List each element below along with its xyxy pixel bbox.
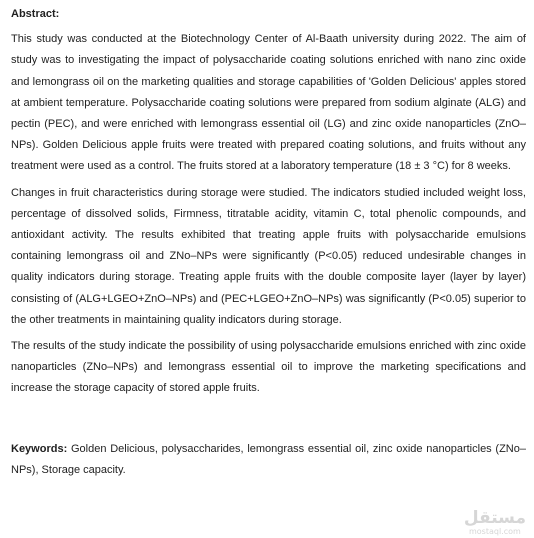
keywords-label: Keywords:	[11, 442, 68, 455]
watermark-latin: mostaql.com	[468, 527, 521, 536]
abstract-document	[11, 4, 526, 486]
watermark-arabic: مستقل	[463, 508, 526, 528]
abstract-paragraph-3: The results of the study indicate the possibility of using polysaccharide emulsions enriched with zinc oxide nanoparticles (ZNo–NPs) and lemongrass essential oil to improve the marketing specifications and increase the storage capacity of stored apple fruits.	[11, 340, 526, 395]
keywords-text: Golden Delicious, polysaccharides, lemongrass essential oil, zinc oxide nanoparticles (ZNo–NPs), Storage capacity.	[11, 442, 526, 476]
abstract-paragraph-1: This study was conducted at the Biotechnology Center of Al-Baath university during 2022. The aim of study was to investigating the impact of polysaccharide coating solutions enriched with nano zinc oxide and lemongrass oil on the marketing qualities and storage capabilities of 'Golden Delicious' apples stored at ambient temperature. Polysaccharide coating solutions were prepared from sodium alginate (ALG) and pectin (PEC), and were enriched with lemongrass essential oil (LG) and zinc oxide nanoparticles (ZnO–NPs). Golden Delicious apple fruits were treated with prepared coating solutions, and fruits without any treatment were used as a control. The fruits stored at a laboratory temperature (18 ± 3 °C) for 8 weeks.	[11, 33, 526, 173]
abstract-paragraph-2: Changes in fruit characteristics during storage were studied. The indicators studied included weight loss, percentage of dissolved solids, Firmness, titratable acidity, vitamin C, total phenolic compounds, and antioxidant activity. The results exhibited that treating apple fruits with polysaccharide emulsions containing lemongrass oil and ZNo–NPs were significantly (P<0.05) reduced undesirable changes in quality indicators during storage. Treating apple fruits with the double composite layer (layer by layer) consisting of (ALG+LGEO+ZnO–NPs) and (PEC+LGEO+ZnO–NPs) was significantly (P<0.05) superior to the other treatments in maintaining quality indicators during storage.	[11, 186, 526, 326]
mostaql-watermark	[464, 509, 526, 536]
section-spacer	[11, 405, 526, 439]
keywords-paragraph	[11, 439, 526, 481]
abstract-heading: Abstract:	[11, 8, 60, 20]
